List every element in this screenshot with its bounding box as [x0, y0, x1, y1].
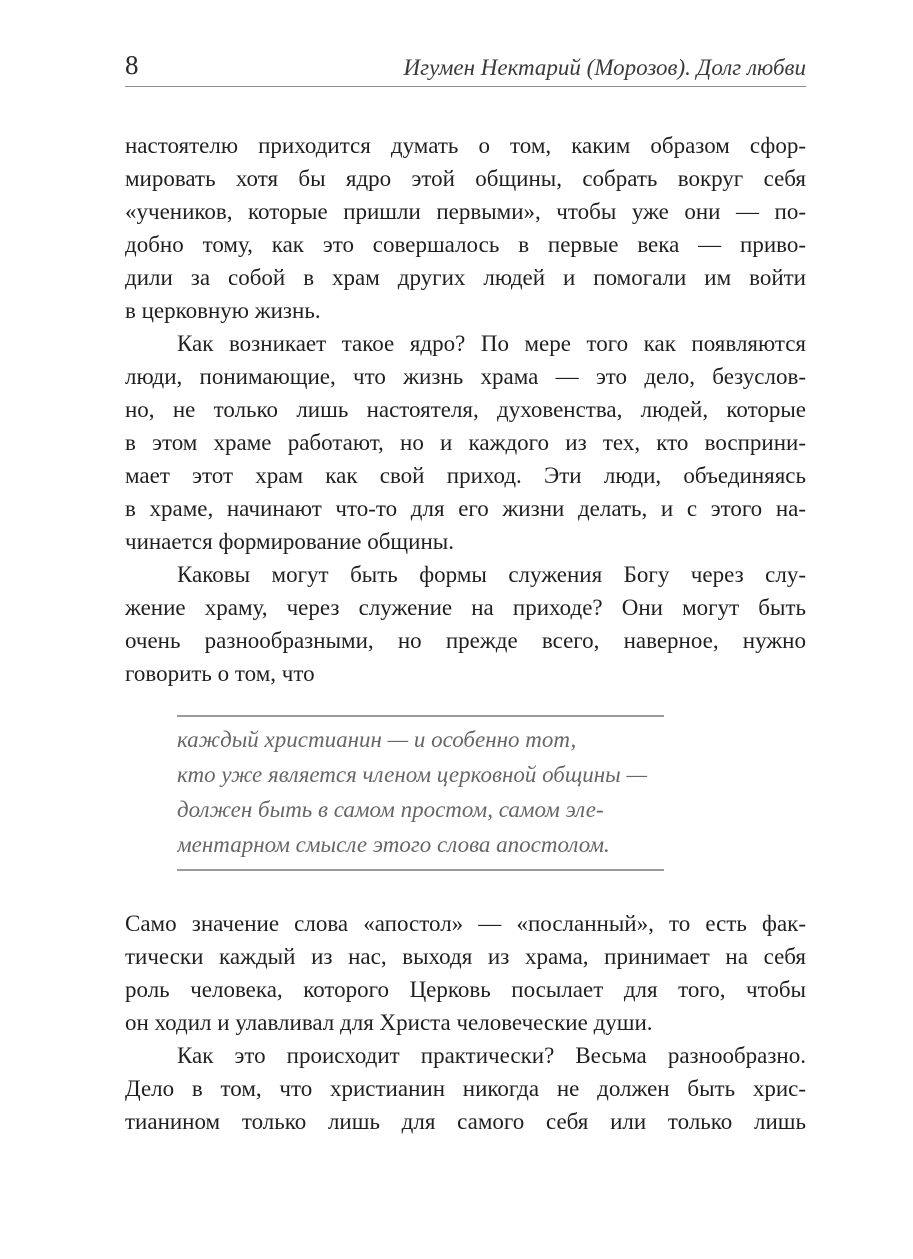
- running-header: [125, 52, 806, 86]
- text-line: кто уже является членом церковной общины —: [177, 762, 647, 787]
- text-line: мает этот храм как свой приход. Эти люди, объединяясь: [125, 463, 806, 488]
- text-line: должен быть в самом простом, самом эле-: [177, 797, 604, 822]
- paragraph: [125, 1039, 806, 1138]
- text-line: Как это происходит практически? Весьма разнообразно.: [177, 1043, 806, 1068]
- text-line: он ходил и улавливал для Христа человеческие души.: [125, 1010, 653, 1035]
- text-line: мировать хотя бы ядро этой общины, собрать вокруг себя: [125, 166, 806, 191]
- paragraph: [125, 129, 806, 327]
- text-line: каждый христианин — и особенно тот,: [177, 727, 577, 752]
- text-line: дили за собой в храм других людей и помогали им войти: [125, 265, 806, 290]
- text-line: Само значение слова «апостол» — «посланный», то есть фак-: [125, 911, 806, 936]
- text-line: чинается формирование общины.: [125, 529, 454, 554]
- text-line: люди, понимающие, что жизнь храма — это дело, безуслов-: [125, 364, 806, 389]
- text-line: роль человека, которого Церковь посылает для того, чтобы: [125, 977, 806, 1002]
- text-line: в церковную жизнь.: [125, 298, 321, 323]
- text-line: Каковы могут быть формы служения Богу через слу-: [177, 562, 806, 587]
- text-line: тианином только лишь для самого себя или только лишь: [125, 1109, 806, 1134]
- text-line: Дело в том, что христианин никогда не должен быть хрис-: [125, 1076, 806, 1101]
- paragraph: [125, 907, 806, 1039]
- text-line: в этом храме работают, но и каждого из тех, кто восприни-: [125, 430, 806, 455]
- text-line: Как возникает такое ядро? По мере того как появляются: [177, 331, 806, 356]
- page-number: 8: [125, 50, 139, 80]
- text-line: ментарном смысле этого слова апостолом.: [177, 832, 610, 857]
- text-line: но, не только лишь настоятеля, духовенства, людей, которые: [125, 397, 806, 422]
- paragraph: [125, 327, 806, 558]
- text-line: добно тому, как это совершалось в первые века — приво-: [125, 232, 806, 257]
- pull-quote: [177, 715, 664, 871]
- text-line: жение храму, через служение на приходе? Они могут быть: [125, 595, 806, 620]
- page-body: [125, 129, 806, 1138]
- text-line: «учеников, которые пришли первыми», чтобы уже они — по-: [125, 199, 806, 224]
- text-line: говорить о том, что: [125, 661, 315, 686]
- text-line: очень разнообразными, но прежде всего, наверное, нужно: [125, 628, 806, 653]
- text-line: в храме, начинают что-то для его жизни делать, и с этого на-: [125, 496, 806, 521]
- running-title: Игумен Нектарий (Морозов). Долг любви: [403, 55, 806, 80]
- text-line: тически каждый из нас, выходя из храма, принимает на себя: [125, 944, 806, 969]
- text-line: настоятелю приходится думать о том, каким образом сфор-: [125, 133, 806, 158]
- paragraph: [125, 558, 806, 690]
- header-rule: [125, 86, 806, 87]
